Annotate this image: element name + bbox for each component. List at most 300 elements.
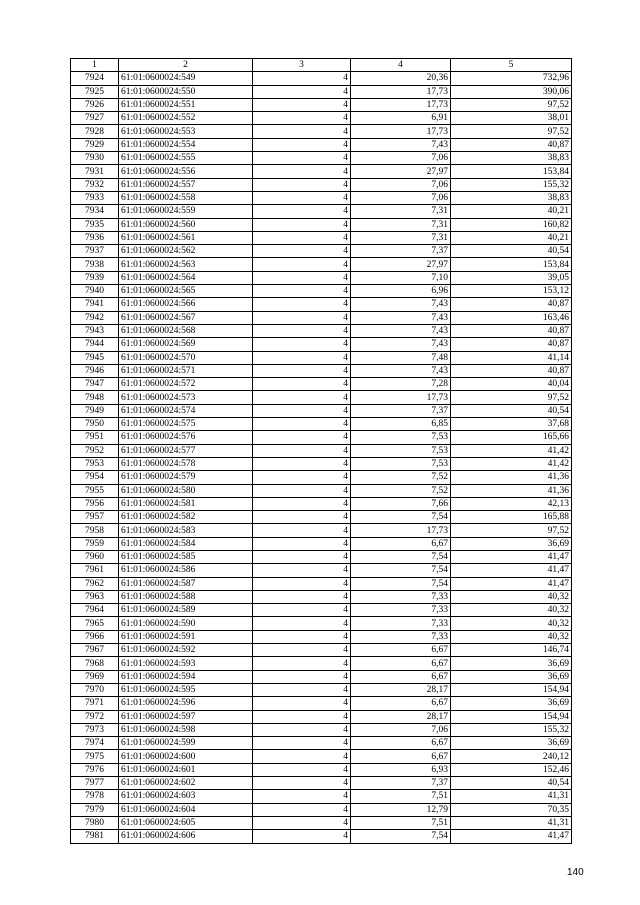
table-row: [71, 125, 572, 138]
table-row: [71, 152, 572, 165]
category-cell: 4: [253, 338, 351, 351]
cadastral-number-cell: 61:01:0600024:559: [119, 205, 253, 218]
row-number-cell: 7967: [71, 644, 119, 657]
column-header: 4: [351, 59, 451, 72]
category-cell: 4: [253, 816, 351, 829]
cadastral-number-cell: 61:01:0600024:605: [119, 816, 253, 829]
row-number-cell: 7953: [71, 457, 119, 470]
amount-cell: 38,01: [451, 112, 572, 125]
cadastral-number-cell: 61:01:0600024:553: [119, 125, 253, 138]
category-cell: 4: [253, 484, 351, 497]
cadastral-number-cell: 61:01:0600024:563: [119, 258, 253, 271]
value-cell: 7,10: [351, 271, 451, 284]
row-number-cell: 7974: [71, 737, 119, 750]
amount-cell: 165,66: [451, 431, 572, 444]
cadastral-number-cell: 61:01:0600024:567: [119, 311, 253, 324]
amount-cell: 97,52: [451, 98, 572, 111]
category-cell: 4: [253, 285, 351, 298]
value-cell: 7,31: [351, 231, 451, 244]
table-row: [71, 351, 572, 364]
category-cell: 4: [253, 511, 351, 524]
row-number-cell: 7956: [71, 497, 119, 510]
value-cell: 7,54: [351, 830, 451, 843]
amount-cell: 40,54: [451, 245, 572, 258]
amount-cell: 240,12: [451, 750, 572, 763]
amount-cell: 41,47: [451, 577, 572, 590]
cadastral-number-cell: 61:01:0600024:558: [119, 191, 253, 204]
table-row: [71, 311, 572, 324]
cadastral-number-cell: 61:01:0600024:593: [119, 657, 253, 670]
value-cell: 17,73: [351, 524, 451, 537]
amount-cell: 153,84: [451, 165, 572, 178]
amount-cell: 40,32: [451, 630, 572, 643]
cadastral-number-cell: 61:01:0600024:583: [119, 524, 253, 537]
value-cell: 7,37: [351, 777, 451, 790]
amount-cell: 97,52: [451, 125, 572, 138]
row-number-cell: 7927: [71, 112, 119, 125]
table-row: [71, 617, 572, 630]
cadastral-number-cell: 61:01:0600024:585: [119, 550, 253, 563]
row-number-cell: 7971: [71, 697, 119, 710]
amount-cell: 36,69: [451, 657, 572, 670]
amount-cell: 165,88: [451, 511, 572, 524]
value-cell: 12,79: [351, 803, 451, 816]
category-cell: 4: [253, 351, 351, 364]
table-row: [71, 657, 572, 670]
value-cell: 7,54: [351, 577, 451, 590]
cadastral-number-cell: 61:01:0600024:592: [119, 644, 253, 657]
amount-cell: 40,54: [451, 404, 572, 417]
cadastral-number-cell: 61:01:0600024:573: [119, 391, 253, 404]
category-cell: 4: [253, 577, 351, 590]
category-cell: 4: [253, 604, 351, 617]
amount-cell: 36,69: [451, 537, 572, 550]
table-row: [71, 803, 572, 816]
cadastral-number-cell: 61:01:0600024:576: [119, 431, 253, 444]
cadastral-number-cell: 61:01:0600024:555: [119, 152, 253, 165]
amount-cell: 36,69: [451, 697, 572, 710]
row-number-cell: 7930: [71, 152, 119, 165]
value-cell: 7,53: [351, 457, 451, 470]
category-cell: 4: [253, 471, 351, 484]
row-number-cell: 7975: [71, 750, 119, 763]
row-number-cell: 7968: [71, 657, 119, 670]
row-number-cell: 7939: [71, 271, 119, 284]
cadastral-number-cell: 61:01:0600024:574: [119, 404, 253, 417]
table-row: [71, 630, 572, 643]
table-row: [71, 644, 572, 657]
amount-cell: 40,54: [451, 777, 572, 790]
value-cell: 7,53: [351, 431, 451, 444]
table-row: [71, 723, 572, 736]
amount-cell: 40,87: [451, 324, 572, 337]
row-number-cell: 7926: [71, 98, 119, 111]
row-number-cell: 7976: [71, 763, 119, 776]
amount-cell: 40,87: [451, 364, 572, 377]
value-cell: 20,36: [351, 72, 451, 85]
cadastral-number-cell: 61:01:0600024:584: [119, 537, 253, 550]
amount-cell: 40,87: [451, 298, 572, 311]
cadastral-number-cell: 61:01:0600024:590: [119, 617, 253, 630]
value-cell: 6,67: [351, 644, 451, 657]
header-row: [71, 59, 572, 72]
cadastral-number-cell: 61:01:0600024:560: [119, 218, 253, 231]
value-cell: 7,43: [351, 364, 451, 377]
table-row: [71, 431, 572, 444]
amount-cell: 41,31: [451, 790, 572, 803]
cadastral-number-cell: 61:01:0600024:568: [119, 324, 253, 337]
category-cell: 4: [253, 590, 351, 603]
table-row: [71, 391, 572, 404]
value-cell: 7,43: [351, 324, 451, 337]
category-cell: 4: [253, 112, 351, 125]
row-number-cell: 7932: [71, 178, 119, 191]
row-number-cell: 7944: [71, 338, 119, 351]
category-cell: 4: [253, 178, 351, 191]
amount-cell: 38,83: [451, 191, 572, 204]
value-cell: 7,06: [351, 191, 451, 204]
value-cell: 7,52: [351, 471, 451, 484]
table-row: [71, 604, 572, 617]
value-cell: 17,73: [351, 125, 451, 138]
category-cell: 4: [253, 617, 351, 630]
row-number-cell: 7928: [71, 125, 119, 138]
value-cell: 7,43: [351, 338, 451, 351]
table-row: [71, 324, 572, 337]
row-number-cell: 7934: [71, 205, 119, 218]
category-cell: 4: [253, 750, 351, 763]
cadastral-number-cell: 61:01:0600024:606: [119, 830, 253, 843]
cadastral-number-cell: 61:01:0600024:569: [119, 338, 253, 351]
table-row: [71, 85, 572, 98]
row-number-cell: 7929: [71, 138, 119, 151]
category-cell: 4: [253, 644, 351, 657]
amount-cell: 155,32: [451, 723, 572, 736]
row-number-cell: 7954: [71, 471, 119, 484]
table-row: [71, 418, 572, 431]
cadastral-number-cell: 61:01:0600024:589: [119, 604, 253, 617]
category-cell: 4: [253, 431, 351, 444]
table-row: [71, 98, 572, 111]
value-cell: 6,67: [351, 750, 451, 763]
cadastral-number-cell: 61:01:0600024:549: [119, 72, 253, 85]
value-cell: 28,17: [351, 683, 451, 696]
table-row: [71, 364, 572, 377]
table-row: [71, 271, 572, 284]
row-number-cell: 7942: [71, 311, 119, 324]
row-number-cell: 7959: [71, 537, 119, 550]
table-row: [71, 497, 572, 510]
amount-cell: 41,36: [451, 484, 572, 497]
cadastral-number-cell: 61:01:0600024:565: [119, 285, 253, 298]
category-cell: 4: [253, 697, 351, 710]
table-row: [71, 258, 572, 271]
cadastral-number-cell: 61:01:0600024:601: [119, 763, 253, 776]
amount-cell: 42,13: [451, 497, 572, 510]
category-cell: 4: [253, 98, 351, 111]
cadastral-number-cell: 61:01:0600024:604: [119, 803, 253, 816]
table-row: [71, 298, 572, 311]
amount-cell: 40,87: [451, 138, 572, 151]
category-cell: 4: [253, 324, 351, 337]
value-cell: 7,06: [351, 152, 451, 165]
amount-cell: 39,05: [451, 271, 572, 284]
value-cell: 6,96: [351, 285, 451, 298]
value-cell: 6,91: [351, 112, 451, 125]
table-row: [71, 444, 572, 457]
category-cell: 4: [253, 657, 351, 670]
table-row: [71, 191, 572, 204]
table-row: [71, 683, 572, 696]
table-row: [71, 750, 572, 763]
cadastral-number-cell: 61:01:0600024:578: [119, 457, 253, 470]
value-cell: 7,54: [351, 550, 451, 563]
category-cell: 4: [253, 723, 351, 736]
amount-cell: 163,46: [451, 311, 572, 324]
cadastral-number-cell: 61:01:0600024:579: [119, 471, 253, 484]
cadastral-number-cell: 61:01:0600024:552: [119, 112, 253, 125]
value-cell: 7,06: [351, 178, 451, 191]
category-cell: 4: [253, 125, 351, 138]
row-number-cell: 7978: [71, 790, 119, 803]
table-row: [71, 577, 572, 590]
cadastral-number-cell: 61:01:0600024:580: [119, 484, 253, 497]
category-cell: 4: [253, 298, 351, 311]
row-number-cell: 7977: [71, 777, 119, 790]
row-number-cell: 7933: [71, 191, 119, 204]
value-cell: 17,73: [351, 391, 451, 404]
cadastral-number-cell: 61:01:0600024:597: [119, 710, 253, 723]
category-cell: 4: [253, 777, 351, 790]
value-cell: 28,17: [351, 710, 451, 723]
cadastral-number-cell: 61:01:0600024:598: [119, 723, 253, 736]
row-number-cell: 7961: [71, 564, 119, 577]
table-row: [71, 245, 572, 258]
category-cell: 4: [253, 537, 351, 550]
page-number: 140: [567, 867, 584, 878]
cadastral-number-cell: 61:01:0600024:586: [119, 564, 253, 577]
value-cell: 7,37: [351, 245, 451, 258]
category-cell: 4: [253, 444, 351, 457]
amount-cell: 41,47: [451, 564, 572, 577]
amount-cell: 70,35: [451, 803, 572, 816]
row-number-cell: 7963: [71, 590, 119, 603]
row-number-cell: 7960: [71, 550, 119, 563]
category-cell: 4: [253, 218, 351, 231]
cadastral-number-cell: 61:01:0600024:600: [119, 750, 253, 763]
value-cell: 7,33: [351, 590, 451, 603]
amount-cell: 41,47: [451, 830, 572, 843]
amount-cell: 40,21: [451, 231, 572, 244]
category-cell: 4: [253, 271, 351, 284]
table-row: [71, 165, 572, 178]
value-cell: 7,33: [351, 630, 451, 643]
table-row: [71, 338, 572, 351]
amount-cell: 40,32: [451, 617, 572, 630]
row-number-cell: 7969: [71, 670, 119, 683]
amount-cell: 146,74: [451, 644, 572, 657]
amount-cell: 154,94: [451, 710, 572, 723]
row-number-cell: 7970: [71, 683, 119, 696]
table-row: [71, 404, 572, 417]
category-cell: 4: [253, 404, 351, 417]
category-cell: 4: [253, 165, 351, 178]
row-number-cell: 7980: [71, 816, 119, 829]
value-cell: 7,53: [351, 444, 451, 457]
table-row: [71, 697, 572, 710]
amount-cell: 38,83: [451, 152, 572, 165]
table-row: [71, 471, 572, 484]
value-cell: 17,73: [351, 85, 451, 98]
amount-cell: 41,36: [451, 471, 572, 484]
cadastral-number-cell: 61:01:0600024:582: [119, 511, 253, 524]
cadastral-number-cell: 61:01:0600024:551: [119, 98, 253, 111]
table-row: [71, 205, 572, 218]
amount-cell: 37,68: [451, 418, 572, 431]
value-cell: 27,97: [351, 165, 451, 178]
cadastral-number-cell: 61:01:0600024:581: [119, 497, 253, 510]
value-cell: 7,52: [351, 484, 451, 497]
table-row: [71, 790, 572, 803]
category-cell: 4: [253, 790, 351, 803]
row-number-cell: 7979: [71, 803, 119, 816]
row-number-cell: 7940: [71, 285, 119, 298]
row-number-cell: 7966: [71, 630, 119, 643]
cadastral-number-cell: 61:01:0600024:599: [119, 737, 253, 750]
value-cell: 7,06: [351, 723, 451, 736]
cadastral-number-cell: 61:01:0600024:587: [119, 577, 253, 590]
amount-cell: 41,14: [451, 351, 572, 364]
amount-cell: 40,32: [451, 590, 572, 603]
amount-cell: 97,52: [451, 391, 572, 404]
amount-cell: 41,42: [451, 444, 572, 457]
table-body: [71, 72, 572, 843]
row-number-cell: 7948: [71, 391, 119, 404]
category-cell: 4: [253, 457, 351, 470]
value-cell: 7,51: [351, 816, 451, 829]
row-number-cell: 7937: [71, 245, 119, 258]
table-row: [71, 763, 572, 776]
cadastral-number-cell: 61:01:0600024:556: [119, 165, 253, 178]
value-cell: 7,54: [351, 511, 451, 524]
row-number-cell: 7950: [71, 418, 119, 431]
category-cell: 4: [253, 497, 351, 510]
amount-cell: 160,82: [451, 218, 572, 231]
cadastral-number-cell: 61:01:0600024:571: [119, 364, 253, 377]
table-row: [71, 511, 572, 524]
table-row: [71, 378, 572, 391]
value-cell: 7,48: [351, 351, 451, 364]
value-cell: 6,67: [351, 697, 451, 710]
table-row: [71, 737, 572, 750]
category-cell: 4: [253, 364, 351, 377]
amount-cell: 153,12: [451, 285, 572, 298]
cadastral-number-cell: 61:01:0600024:564: [119, 271, 253, 284]
cadastral-number-cell: 61:01:0600024:562: [119, 245, 253, 258]
row-number-cell: 7925: [71, 85, 119, 98]
category-cell: 4: [253, 191, 351, 204]
category-cell: 4: [253, 72, 351, 85]
value-cell: 6,85: [351, 418, 451, 431]
value-cell: 7,33: [351, 617, 451, 630]
category-cell: 4: [253, 231, 351, 244]
category-cell: 4: [253, 138, 351, 151]
row-number-cell: 7951: [71, 431, 119, 444]
table-row: [71, 457, 572, 470]
table-row: [71, 138, 572, 151]
category-cell: 4: [253, 85, 351, 98]
cadastral-number-cell: 61:01:0600024:577: [119, 444, 253, 457]
value-cell: 7,54: [351, 564, 451, 577]
row-number-cell: 7938: [71, 258, 119, 271]
cadastral-number-cell: 61:01:0600024:588: [119, 590, 253, 603]
table-row: [71, 524, 572, 537]
table-row: [71, 72, 572, 85]
value-cell: 17,73: [351, 98, 451, 111]
table-row: [71, 112, 572, 125]
column-header: 3: [253, 59, 351, 72]
amount-cell: 732,96: [451, 72, 572, 85]
category-cell: 4: [253, 670, 351, 683]
cadastral-number-cell: 61:01:0600024:575: [119, 418, 253, 431]
category-cell: 4: [253, 418, 351, 431]
row-number-cell: 7949: [71, 404, 119, 417]
value-cell: 7,43: [351, 138, 451, 151]
value-cell: 7,51: [351, 790, 451, 803]
amount-cell: 152,46: [451, 763, 572, 776]
row-number-cell: 7931: [71, 165, 119, 178]
table-row: [71, 564, 572, 577]
value-cell: 7,43: [351, 298, 451, 311]
cadastral-number-cell: 61:01:0600024:594: [119, 670, 253, 683]
category-cell: 4: [253, 737, 351, 750]
value-cell: 6,67: [351, 537, 451, 550]
amount-cell: 41,42: [451, 457, 572, 470]
row-number-cell: 7981: [71, 830, 119, 843]
table-row: [71, 484, 572, 497]
category-cell: 4: [253, 564, 351, 577]
amount-cell: 40,04: [451, 378, 572, 391]
table-row: [71, 537, 572, 550]
row-number-cell: 7945: [71, 351, 119, 364]
cadastral-number-cell: 61:01:0600024:554: [119, 138, 253, 151]
row-number-cell: 7972: [71, 710, 119, 723]
amount-cell: 36,69: [451, 670, 572, 683]
value-cell: 6,93: [351, 763, 451, 776]
value-cell: 7,66: [351, 497, 451, 510]
amount-cell: 40,87: [451, 338, 572, 351]
category-cell: 4: [253, 683, 351, 696]
category-cell: 4: [253, 391, 351, 404]
cadastral-number-cell: 61:01:0600024:596: [119, 697, 253, 710]
table-row: [71, 710, 572, 723]
cadastral-number-cell: 61:01:0600024:572: [119, 378, 253, 391]
amount-cell: 40,32: [451, 604, 572, 617]
category-cell: 4: [253, 524, 351, 537]
amount-cell: 154,94: [451, 683, 572, 696]
table-row: [71, 777, 572, 790]
row-number-cell: 7946: [71, 364, 119, 377]
amount-cell: 155,32: [451, 178, 572, 191]
category-cell: 4: [253, 258, 351, 271]
column-header: 2: [119, 59, 253, 72]
cadastral-number-cell: 61:01:0600024:557: [119, 178, 253, 191]
row-number-cell: 7924: [71, 72, 119, 85]
cadastral-number-cell: 61:01:0600024:602: [119, 777, 253, 790]
category-cell: 4: [253, 245, 351, 258]
value-cell: 6,67: [351, 737, 451, 750]
row-number-cell: 7941: [71, 298, 119, 311]
